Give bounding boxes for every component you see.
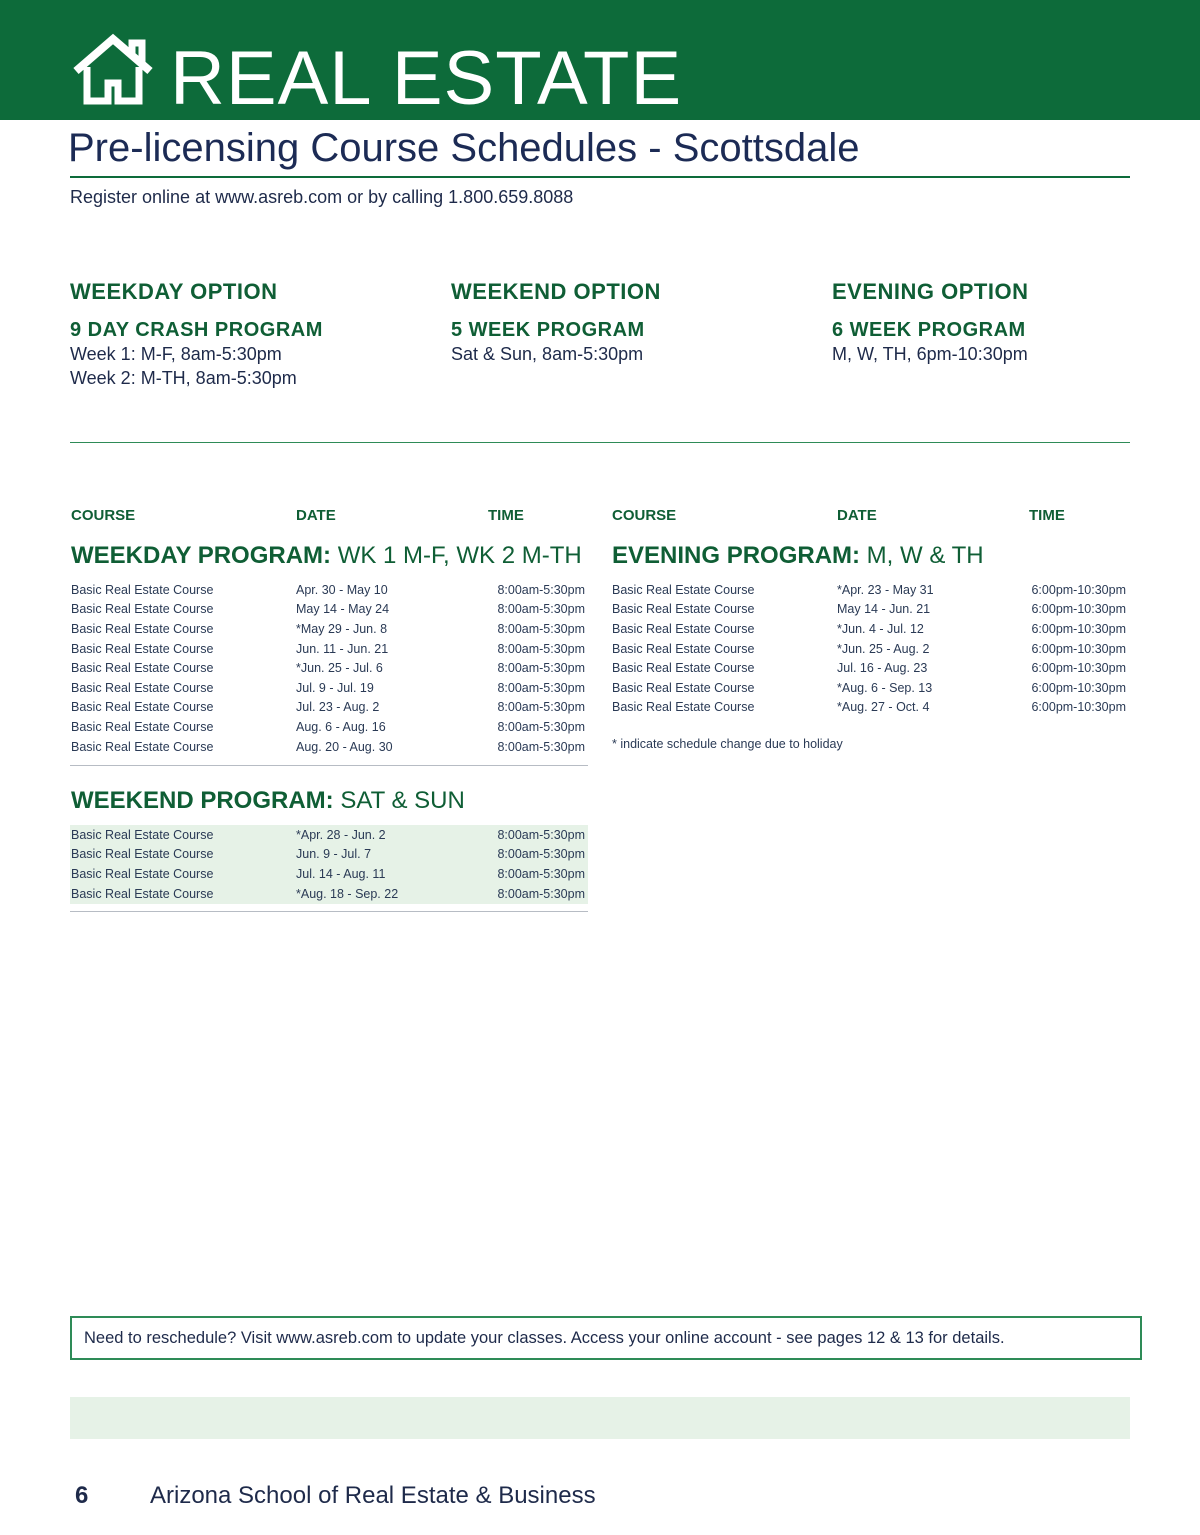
reschedule-notice: Need to reschedule? Visit www.asreb.com to update your classes. Access your online account - see pages 12 & 13 for details.: [70, 1316, 1142, 1360]
course-date: *Apr. 23 - May 31: [837, 582, 934, 597]
option-program: 5 WEEK PROGRAM: [451, 319, 645, 341]
course-name: Basic Real Estate Course: [71, 739, 214, 754]
page-number: 6: [75, 1482, 89, 1509]
course-name: Basic Real Estate Course: [612, 661, 755, 676]
course-time: 8:00am-5:30pm: [497, 621, 585, 636]
course-name: Basic Real Estate Course: [71, 602, 214, 617]
course-name: Basic Real Estate Course: [612, 582, 755, 597]
column-header-date: DATE: [837, 507, 877, 524]
decorative-band: [70, 1397, 1130, 1439]
course-time: 8:00am-5:30pm: [497, 719, 585, 734]
course-name: Basic Real Estate Course: [71, 621, 214, 636]
table-row: [612, 619, 1126, 639]
table-row: [612, 580, 1126, 600]
section-title-detail: WK 1 M-F, WK 2 M-TH: [331, 542, 582, 569]
table-row: [71, 678, 585, 698]
divider: [70, 442, 1130, 443]
table-row: [71, 698, 585, 718]
page-title: REAL ESTATE: [170, 36, 683, 121]
divider: [70, 176, 1130, 178]
evening-program-title: [612, 542, 984, 570]
course-time: 6:00pm-10:30pm: [1031, 661, 1126, 676]
course-name: Basic Real Estate Course: [612, 680, 755, 695]
column-header-course: COURSE: [612, 507, 677, 524]
course-time: 6:00pm-10:30pm: [1031, 621, 1126, 636]
course-time: 8:00am-5:30pm: [497, 827, 585, 842]
table-row: [612, 600, 1126, 620]
course-time: 6:00pm-10:30pm: [1031, 582, 1126, 597]
course-name: Basic Real Estate Course: [71, 827, 214, 842]
option-schedule-line: M, W, TH, 6pm-10:30pm: [832, 344, 1028, 364]
course-name: Basic Real Estate Course: [612, 602, 755, 617]
option-schedule-line: Sat & Sun, 8am-5:30pm: [451, 344, 644, 364]
option-program: 6 WEEK PROGRAM: [832, 319, 1026, 341]
course-date: Aug. 6 - Aug. 16: [296, 719, 386, 734]
option-schedule-line: Week 2: M-TH, 8am-5:30pm: [70, 368, 297, 388]
course-date: Apr. 30 - May 10: [296, 582, 388, 597]
course-time: 8:00am-5:30pm: [497, 582, 585, 597]
option-evening: [832, 279, 1192, 366]
weekend-program-title: [71, 787, 465, 815]
course-date: *May 29 - Jun. 8: [296, 621, 388, 636]
option-weekday: [70, 279, 430, 390]
course-time: 6:00pm-10:30pm: [1031, 680, 1126, 695]
table-row: [71, 639, 585, 659]
column-header-time: TIME: [1029, 507, 1065, 524]
course-date: Jul. 23 - Aug. 2: [296, 700, 380, 715]
section-title-bold: WEEKDAY PROGRAM:: [71, 542, 332, 569]
table-row: [71, 600, 585, 620]
course-time: 8:00am-5:30pm: [497, 680, 585, 695]
course-name: Basic Real Estate Course: [612, 621, 755, 636]
course-date: *Aug. 6 - Sep. 13: [837, 680, 933, 695]
course-time: 8:00am-5:30pm: [497, 641, 585, 656]
option-heading: WEEKEND OPTION: [451, 279, 661, 304]
course-name: Basic Real Estate Course: [71, 582, 214, 597]
course-name: Basic Real Estate Course: [71, 700, 214, 715]
option-program: 9 DAY CRASH PROGRAM: [70, 319, 323, 341]
option-schedule-line: Week 1: M-F, 8am-5:30pm: [70, 344, 282, 364]
course-date: *Jun. 25 - Aug. 2: [837, 641, 930, 656]
course-date: Jul. 14 - Aug. 11: [296, 866, 386, 881]
weekend-schedule-table: [71, 825, 585, 903]
course-name: Basic Real Estate Course: [71, 641, 214, 656]
course-name: Basic Real Estate Course: [71, 866, 214, 881]
table-row: [71, 580, 585, 600]
section-title-detail: SAT & SUN: [333, 787, 465, 814]
option-heading: EVENING OPTION: [832, 279, 1029, 304]
section-title-bold: WEEKEND PROGRAM:: [71, 787, 334, 814]
table-row: [71, 717, 585, 737]
table-row: [612, 678, 1126, 698]
course-time: 6:00pm-10:30pm: [1031, 602, 1126, 617]
course-time: 8:00am-5:30pm: [497, 661, 585, 676]
course-date: *Aug. 18 - Sep. 22: [296, 886, 399, 901]
table-row: [71, 825, 585, 845]
course-date: Aug. 20 - Aug. 30: [296, 739, 393, 754]
course-time: 8:00am-5:30pm: [497, 700, 585, 715]
table-row: [71, 737, 585, 757]
section-title-bold: EVENING PROGRAM:: [612, 542, 861, 569]
course-date: *Aug. 27 - Oct. 4: [837, 700, 930, 715]
column-header-date: DATE: [296, 507, 336, 524]
course-date: *Jun. 25 - Jul. 6: [296, 661, 383, 676]
table-row: [71, 619, 585, 639]
course-date: Jun. 9 - Jul. 7: [296, 847, 372, 862]
table-row: [612, 639, 1126, 659]
course-time: 8:00am-5:30pm: [497, 847, 585, 862]
course-date: *Jun. 4 - Jul. 12: [837, 621, 924, 636]
course-name: Basic Real Estate Course: [71, 886, 214, 901]
column-header-course: COURSE: [71, 507, 136, 524]
course-name: Basic Real Estate Course: [612, 641, 755, 656]
course-name: Basic Real Estate Course: [71, 661, 214, 676]
weekday-schedule-table: [71, 580, 585, 756]
school-name: Arizona School of Real Estate & Business: [150, 1482, 596, 1509]
course-date: Jun. 11 - Jun. 21: [296, 641, 389, 656]
evening-schedule-table: [612, 580, 1126, 717]
course-name: Basic Real Estate Course: [71, 847, 214, 862]
course-time: 8:00am-5:30pm: [497, 602, 585, 617]
table-row: [612, 658, 1126, 678]
course-date: Jul. 16 - Aug. 23: [837, 661, 928, 676]
course-date: May 14 - May 24: [296, 602, 390, 617]
house-icon: [70, 33, 156, 105]
course-name: Basic Real Estate Course: [71, 719, 214, 734]
divider: [70, 765, 588, 766]
header-banner: [0, 0, 1200, 120]
table-row: [71, 864, 585, 884]
table-row: [71, 884, 585, 904]
option-weekend: [451, 279, 811, 366]
table-row: [71, 845, 585, 865]
section-title-detail: M, W & TH: [860, 542, 984, 569]
course-name: Basic Real Estate Course: [612, 700, 755, 715]
course-name: Basic Real Estate Course: [71, 680, 214, 695]
course-date: *Apr. 28 - Jun. 2: [296, 827, 386, 842]
column-header-time: TIME: [488, 507, 524, 524]
course-time: 8:00am-5:30pm: [497, 739, 585, 754]
page-subtitle: Pre-licensing Course Schedules - Scottsdale: [68, 126, 860, 170]
course-time: 8:00am-5:30pm: [497, 866, 585, 881]
register-info: Register online at www.asreb.com or by calling 1.800.659.8088: [70, 187, 574, 207]
option-heading: WEEKDAY OPTION: [70, 279, 278, 304]
divider: [70, 911, 588, 912]
course-date: May 14 - Jun. 21: [837, 602, 931, 617]
weekday-program-title: [71, 542, 582, 570]
holiday-footnote: * indicate schedule change due to holiday: [612, 737, 843, 751]
table-row: [612, 698, 1126, 718]
table-row: [71, 658, 585, 678]
course-time: 6:00pm-10:30pm: [1031, 641, 1126, 656]
course-time: 6:00pm-10:30pm: [1031, 700, 1126, 715]
course-time: 8:00am-5:30pm: [497, 886, 585, 901]
course-date: Jul. 9 - Jul. 19: [296, 680, 374, 695]
